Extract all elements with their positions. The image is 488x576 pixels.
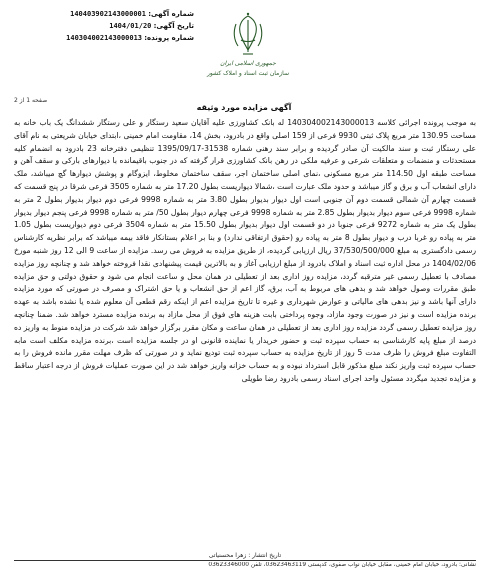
file-number-value: 140304002143000013 [66, 34, 143, 42]
file-number-label: شماره پرونده: [144, 34, 194, 42]
notice-date-row [14, 20, 194, 32]
notice-number-label: شماره آگهی: [148, 10, 194, 18]
notice-info [14, 8, 194, 44]
footer-divider [14, 560, 476, 561]
signer-line: تاریخ انتشار : زهرا محسنیاتی [208, 552, 282, 559]
notice-number-row [14, 8, 194, 20]
notice-number-value: 140403902143000001 [70, 10, 146, 18]
footer-address: نشانی: بادرود، خیابان امام خمینی، مقابل خیابان نواب صفوی، کدپستی 03623463119، تلفن 03623346000 [208, 562, 476, 568]
file-number-row [14, 32, 194, 44]
notice-date-label: تاریخ آگهی: [153, 22, 194, 30]
page-indicator: صفحه 1 از 2 [14, 97, 48, 104]
page-title: آگهی مزایده مورد وثیقه [196, 103, 292, 112]
logo-caption-republic: جمهوری اسلامی ایران [220, 60, 276, 67]
notice-date-value: 1404/01/20 [109, 22, 152, 30]
organization-logo [200, 10, 296, 84]
notice-body-text: به موجب پرونده اجرائی کلاسه 140304002143000013 له بانک کشاورزی علیه آقایان سعید رستگار و علی رستگار ششدانگ یک باب خانه به مساحت 130.95 متر مربع پلاک ثبتی 9930 فرعی از 159 اصلی واقع در بادرود، بخش 14، مقاومت امام خمینی ،ابتدای خیابان شریعتی به نام آقای علی رستگار ثبت و سند مالکیت آن صادر گردیده و برابر سند رهنی شماره 31538-1395/09/17 تنظیمی دفترخانه 23 بادرود به انضمام کلیه مستحدثات و منضمات و متعلقات شرعی و عرفیه ملکی در رهن بانک کشاورزی قرار گرفته که در جنوب باقیمانده با دیوارهای بارکی و سقف آهن و مساحت طبقه اول 114.50 متر مربع مسکونی ،نمای اصلی ساختمان اجر، سقف ساختمان مخلوط، ایزوگام و پوشش دیوارها گچ میباشد، ملک دارای انشعاب آب و برق و گاز میباشد و حدود ملک عبارت است ،شمالا دیواریست بطول 17.20 متر به شماره 3505 فرعی شرقا در پنج قسمت که قسمت چهارم آن شمالی قسمت دوم آن جنوبی است اول دیوار بدیوار بطول 3.80 متر به شماره 9998 فرعی دوم دیوار بدیوار بطول 2 متر به شماره 9998 فرعی سوم دیوار بدیوار بطول 2.85 متر به شماره 9998 فرعی چهارم دیوار بطول 50/ متر به شماره 9998 فرعی پنجم دیوار بدیوار بطول یک متر به شماره 9272 فرعی جنوبا در دو قسمت اول دیوار بدیوار بطول 15.50 متر به شماره 3504 فرعی دوم دیواریست بطول 1.05 متر به پیاده رو غربا درب و دیوار بطول 8 متر به پیاده رو (حقوق ارتفاقی ندارد) و بنا بر اعلام بستانکار فاقد بیمه میباشد که برابر نظریه کارشناس رسمی دادگستری به مبلغ 37/530/500/000 ریال ارزیابی گردیده، از طریق مزایده به فروش می رسد. مزایده از ساعت 9 الی 12 روز شنبه مورخ 1404/02/06 در محل اداره ثبت اسناد و املاک بادرود از مبلغ ارزیابی آغاز و به بالاترین قیمت پیشنهادی نقدا فروخته خواهد شد و چنانچه روز مزایده مصادف با تعطیل رسمی غیر مترقبه گردد، مزایده روز اداری بعد از تعطیلی در همان محل و ساعت انجام می شود و حقوق دولتی و حق مزایده طبق مقررات وصول خواهد شد و بدهی های مربوط به آب، برق، گاز اعم از حق انشعاب و یا حق اشتراک و مصرف در صورتی که مورد مزایده دارای آنها باشد و نیز بدهی های مالیاتی و عوارض شهرداری و غیره تا تاریخ مزایده اعم از اینکه رقم قطعی آن معلوم شده یا نشده باشد به عهده برنده مزایده است و نیز در صورت وجود مازاد، وجوه پرداختی بابت هزینه های فوق از محل مازاد به برنده مزایده مسترد خواهد شد. ضمنا چنانچه روز مزایده تعطیل رسمی گردد مزایده روز اداری بعد از تعطیلی در همان ساعت و مکان مقرر برگزار خواهد شد شرکت در مزایده منوط به واریز ده درصد از مبلغ پایه کارشناسی به حساب سپرده ثبت و حضور خریدار یا نماینده قانونی او در جلسه مزایده است ،برنده مزایده مکلف است مابه التفاوت مبلغ فروش را ظرف مدت 5 روز از تاریخ مزایده به حساب سپرده ثبت تودیع نماید و در صورتی که ظرف مهلت مقرر مانده فروش را به حساب سپرده ثبت واریز نکند مبلغ مذکور قابل استرداد نبوده و به حساب خزانه واریز خواهد شد در این صورت عملیات فروش از درجه اعتبار ساقط و مزایده تجدید میگردد مسئول واحد اجرای اسناد رسمی بادرود رضا طویلی [14, 118, 476, 383]
logo-caption-organization: سازمان ثبت اسناد و املاک کشور [206, 70, 290, 77]
